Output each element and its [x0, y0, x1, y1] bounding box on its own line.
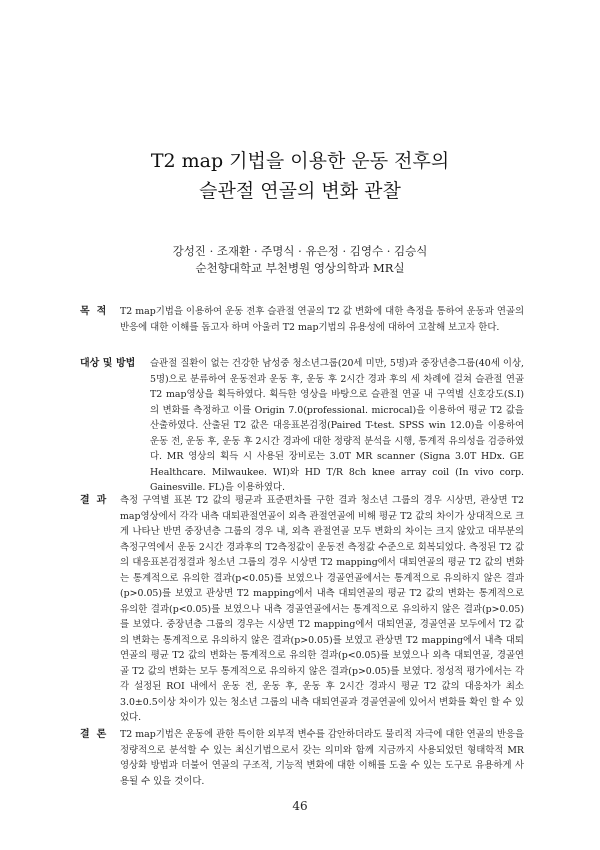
section-label: 결 과: [80, 495, 107, 506]
paper-title: [0, 146, 600, 206]
author-names: 강성진 · 조재환 · 주명식 · 유은정 · 김영수 · 김승식: [172, 244, 428, 258]
author-affiliation: 순천향대학교 부천병원 영상의학과 MR실: [195, 261, 405, 275]
section-text: T2 map기법을 이용하여 운동 전후 슬관절 연골의 T2 값 변화에 대한 측정을 통하여 운동과 연골의 반응에 대한 이해를 돕고자 하며 아울러 T2 map기법의 유용성에 대하여 고찰해 보고자 한다.: [120, 306, 524, 333]
section-methods: [80, 356, 524, 496]
section-label: 대상 및 방법: [80, 358, 136, 369]
section-label: 목 적: [80, 306, 107, 317]
section-text: 측정 구역별 표본 T2 값의 평균과 표준편차를 구한 결과 청소년 그룹의 경우 시상면, 관상면 T2 map영상에서 각각 내측 대퇴관절연골이 외측 관절연골에 비해 평균 T2 값의 차이가 상대적으로 크게 나타난 반면 중장년층 그룹의 경우 내, 외측 관절연골 모두 변화의 차이는 크지 않았고 대부분의 측정구역에서 운동 2시간 경과후의 T2측정값이 운동전 측정값 수준으로 회복되었다. 측정된 T2 값의 대응표본검정결과 청소년 그룹의 경우 시상면 T2 mapping에서 대퇴연골의 평균 T2 값의 변화는 통계적으로 유의한 결과(p<0.05)를 보였으나 경골연골에서는 통계적으로 유의하지 않은 결과(p>0.05)를 보였고 관상면 T2 mapping에서 내측 대퇴연골의 평균 T2 값의 변화는 통계적으로 유의한 결과(p<0.05)를 보였으나 내측 경골연골에서는 통계적으로 유의하지 않은 결과(p>0.05)를 보였다. 중장년층 그룹의 경우는 시상면 T2 mapping에서 대퇴연골, 경골연골 모두에서 T2 값의 변화는 통계적으로 유의하지 않은 결과(p>0.05)를 보였고 관상면 T2 mapping에서 내측 대퇴연골의 평균 T2 값의 변화는 통계적으로 유의한 결과(p<0.05)를 보였으나 외측 대퇴연골, 경골연골 T2 값의 변화는 모두 통계적으로 유의하지 않은 결과(p>0.05)를 보였다. 정성적 평가에서는 각각 설정된 ROI 내에서 운동 전, 운동 후, 운동 후 2시간 경과시 평균 T2 값의 대응차가 최소 3.0±0.5이상 차이가 있는 청소년 그룹의 내측 대퇴연골과 경골연골에 있어서 변화를 확인 할 수 있었다.: [120, 495, 524, 723]
title-line-1: T2 map 기법을 이용한 운동 전후의: [150, 150, 450, 172]
section-text: 슬관절 질환이 없는 건강한 남성중 청소년그룹(20세 미만, 5명)과 중장년층그룹(40세 이상, 5명)으로 분류하여 운동전과 운동 후, 운동 후 2시간 경과 후의 세 차례에 걸쳐 슬관절 연골 T2 map영상을 획득하였다. 획득한 영상을 바탕으로 슬관절 연골 내 구역별 신호강도(S.I)의 변화를 측정하고 이를 Origin 7.0(professional. microcal)을 이용하여 평균 T2 값을 산출하였다. 산출된 T2 값은 대응표본검정(Paired T-test. SPSS win 12.0)을 이용하여 운동 전, 운동 후, 운동 후 2시간 경과에 대한 정량적 분석을 시행, 통계적 유의성을 검증하였다. MR 영상의 획득 시 사용된 장비로는 3.0T MR scanner (Signa 3.0T HDx. GE Healthcare. Milwaukee. WI)와 HD T/R 8ch knee array coil (In vivo corp. Gainesville. FL)을 이용하였다.: [150, 358, 524, 493]
section-purpose: [80, 304, 524, 335]
section-conclusion: [80, 727, 524, 789]
section-text: T2 map기법은 운동에 관한 특이한 외부적 변수를 감안하더라도 물리적 자극에 대한 연골의 반응을 정량적으로 분석할 수 있는 최신기법으로서 갖는 의미와 함께 지금까지 사용되었던 형태학적 MR 영상화 방법과 더불어 연골의 구조적, 기능적 변화에 대한 이해를 도울 수 있는 도구로 유용하게 사용될 수 있을 것이다.: [120, 729, 524, 787]
section-results: [80, 493, 524, 726]
section-label: 결 론: [80, 729, 107, 740]
page-number: 46: [292, 799, 308, 813]
author-block: [0, 243, 600, 277]
title-line-2: 슬관절 연골의 변화 관찰: [199, 180, 401, 202]
